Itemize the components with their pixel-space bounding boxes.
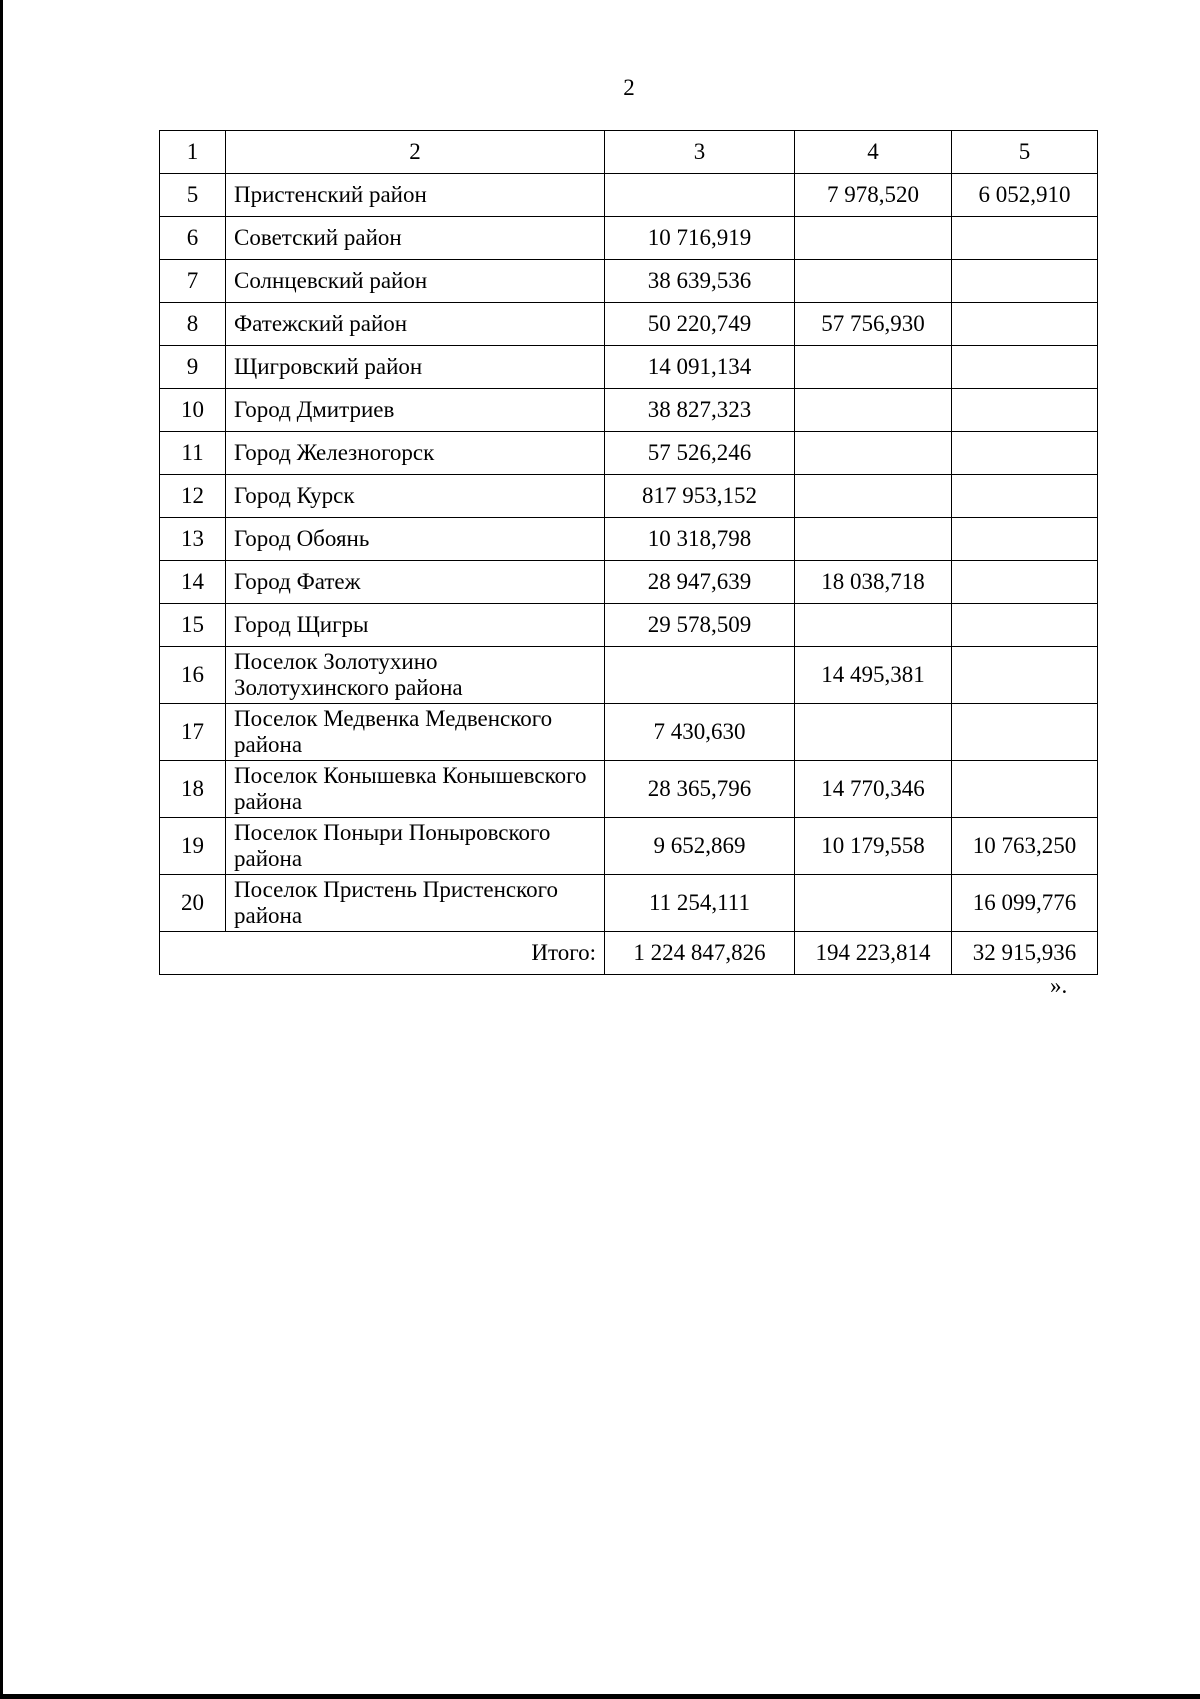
value-col-4-cell: 14 495,381: [795, 647, 952, 704]
municipality-name-cell: Город Обоянь: [226, 518, 605, 561]
value-col-5-cell: [952, 704, 1098, 761]
row-number-cell: 16: [160, 647, 226, 704]
municipality-name-cell: Поселок Медвенка Медвенского района: [226, 704, 605, 761]
total-value-3: 1 224 847,826: [605, 932, 795, 975]
value-col-5-cell: [952, 389, 1098, 432]
total-value-5: 32 915,936: [952, 932, 1098, 975]
municipality-name-cell: Поселок Поныри Поныровского района: [226, 818, 605, 875]
page-number: 2: [623, 75, 635, 100]
municipality-name-cell: Щигровский район: [226, 346, 605, 389]
value-col-4-cell: [795, 475, 952, 518]
value-col-3-cell: 817 953,152: [605, 475, 795, 518]
row-number-cell: 9: [160, 346, 226, 389]
value-col-4-cell: [795, 260, 952, 303]
value-col-5-cell: [952, 303, 1098, 346]
row-number-cell: 14: [160, 561, 226, 604]
municipality-name-cell: Поселок Конышевка Конышевского района: [226, 761, 605, 818]
table-row: [160, 303, 1098, 346]
value-col-3-cell: 28 947,639: [605, 561, 795, 604]
table-row: [160, 346, 1098, 389]
municipality-name-cell: Город Курск: [226, 475, 605, 518]
value-col-3-cell: [605, 647, 795, 704]
header-cell-3: 3: [605, 131, 795, 174]
value-col-4-cell: [795, 875, 952, 932]
value-col-3-cell: 38 639,536: [605, 260, 795, 303]
row-number-cell: 17: [160, 704, 226, 761]
table-row: [160, 761, 1098, 818]
header-cell-4: 4: [795, 131, 952, 174]
scan-edge-bottom: [0, 1694, 1200, 1699]
total-row: [160, 932, 1098, 975]
value-col-5-cell: [952, 217, 1098, 260]
row-number-cell: 5: [160, 174, 226, 217]
value-col-5-cell: [952, 518, 1098, 561]
value-col-4-cell: [795, 389, 952, 432]
value-col-5-cell: 16 099,776: [952, 875, 1098, 932]
table-row: [160, 260, 1098, 303]
row-number-cell: 8: [160, 303, 226, 346]
table-row: [160, 475, 1098, 518]
value-col-5-cell: [952, 647, 1098, 704]
value-col-4-cell: [795, 432, 952, 475]
value-col-3-cell: 29 578,509: [605, 604, 795, 647]
value-col-3-cell: 10 318,798: [605, 518, 795, 561]
row-number-cell: 10: [160, 389, 226, 432]
value-col-3-cell: 10 716,919: [605, 217, 795, 260]
row-number-cell: 12: [160, 475, 226, 518]
table-row: [160, 875, 1098, 932]
row-number-cell: 7: [160, 260, 226, 303]
municipality-name-cell: Город Фатеж: [226, 561, 605, 604]
value-col-3-cell: 11 254,111: [605, 875, 795, 932]
value-col-5-cell: [952, 761, 1098, 818]
value-col-4-cell: [795, 518, 952, 561]
row-number-cell: 11: [160, 432, 226, 475]
municipality-name-cell: Поселок Золотухино Золотухинского района: [226, 647, 605, 704]
header-cell-1: 1: [160, 131, 226, 174]
municipality-name-cell: Поселок Пристень Пристенского района: [226, 875, 605, 932]
row-number-cell: 19: [160, 818, 226, 875]
value-col-3-cell: 7 430,630: [605, 704, 795, 761]
value-col-3-cell: 9 652,869: [605, 818, 795, 875]
municipality-name-cell: Пристенский район: [226, 174, 605, 217]
header-cell-2: 2: [226, 131, 605, 174]
municipality-name-cell: Город Дмитриев: [226, 389, 605, 432]
value-col-4-cell: 18 038,718: [795, 561, 952, 604]
value-col-5-cell: 10 763,250: [952, 818, 1098, 875]
municipality-name-cell: Солнцевский район: [226, 260, 605, 303]
value-col-3-cell: [605, 174, 795, 217]
value-col-4-cell: 14 770,346: [795, 761, 952, 818]
row-number-cell: 13: [160, 518, 226, 561]
total-value-4: 194 223,814: [795, 932, 952, 975]
value-col-5-cell: 6 052,910: [952, 174, 1098, 217]
table-row: [160, 704, 1098, 761]
value-col-5-cell: [952, 475, 1098, 518]
value-col-3-cell: 14 091,134: [605, 346, 795, 389]
table-body: [160, 131, 1098, 932]
value-col-4-cell: [795, 346, 952, 389]
scan-edge-left: [0, 0, 3, 1699]
municipality-name-cell: Советский район: [226, 217, 605, 260]
header-cell-5: 5: [952, 131, 1098, 174]
table-row: [160, 518, 1098, 561]
table-row: [160, 389, 1098, 432]
value-col-5-cell: [952, 432, 1098, 475]
value-col-5-cell: [952, 561, 1098, 604]
value-col-4-cell: 10 179,558: [795, 818, 952, 875]
table-row: [160, 432, 1098, 475]
table-header-row: [160, 131, 1098, 174]
table-row: [160, 561, 1098, 604]
value-col-4-cell: 57 756,930: [795, 303, 952, 346]
municipality-name-cell: Фатежский район: [226, 303, 605, 346]
value-col-5-cell: [952, 260, 1098, 303]
table-row: [160, 174, 1098, 217]
closing-quote-mark: ».: [1050, 973, 1068, 998]
value-col-5-cell: [952, 346, 1098, 389]
row-number-cell: 6: [160, 217, 226, 260]
value-col-4-cell: [795, 704, 952, 761]
value-col-3-cell: 28 365,796: [605, 761, 795, 818]
table-row: [160, 217, 1098, 260]
municipality-name-cell: Город Щигры: [226, 604, 605, 647]
municipality-name-cell: Город Железногорск: [226, 432, 605, 475]
value-col-4-cell: [795, 604, 952, 647]
row-number-cell: 15: [160, 604, 226, 647]
budget-table: [159, 130, 1098, 975]
value-col-5-cell: [952, 604, 1098, 647]
total-label: Итого:: [160, 932, 605, 975]
value-col-3-cell: 50 220,749: [605, 303, 795, 346]
table-row: [160, 818, 1098, 875]
value-col-4-cell: [795, 217, 952, 260]
value-col-3-cell: 57 526,246: [605, 432, 795, 475]
table-row: [160, 647, 1098, 704]
row-number-cell: 18: [160, 761, 226, 818]
value-col-4-cell: 7 978,520: [795, 174, 952, 217]
value-col-3-cell: 38 827,323: [605, 389, 795, 432]
row-number-cell: 20: [160, 875, 226, 932]
table-row: [160, 604, 1098, 647]
